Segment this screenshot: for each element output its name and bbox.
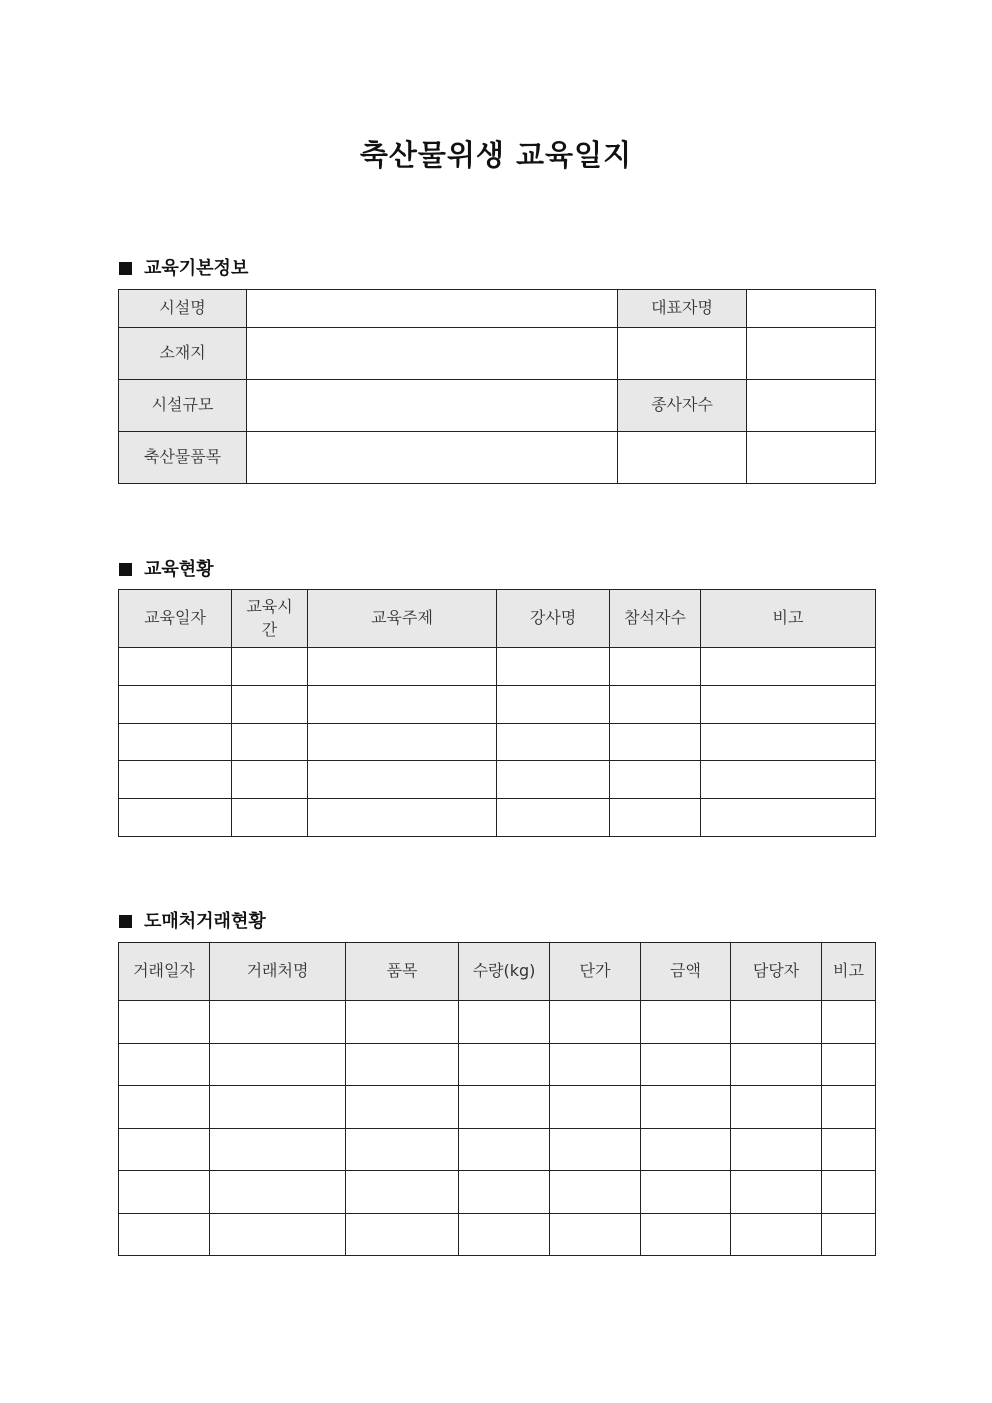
table-cell[interactable] (550, 1214, 641, 1256)
table-cell[interactable] (550, 1086, 641, 1129)
table-cell[interactable] (346, 1086, 459, 1129)
table-cell[interactable] (346, 1001, 459, 1044)
location-field[interactable] (247, 328, 618, 380)
table-cell[interactable] (119, 686, 232, 724)
trade-header-row (119, 943, 876, 1001)
table-cell[interactable] (459, 1214, 550, 1256)
table-cell[interactable] (641, 1086, 731, 1129)
table-cell[interactable] (119, 1129, 210, 1171)
col-header-unit-price: 단가 (550, 943, 641, 1001)
table-cell[interactable] (822, 1214, 876, 1256)
table-cell[interactable] (610, 799, 701, 837)
col-header-instructor: 강사명 (497, 590, 610, 648)
page-title: 축산물위생 교육일지 (359, 138, 633, 172)
square-bullet-icon (119, 262, 132, 275)
table-cell[interactable] (550, 1044, 641, 1086)
wholesale-trade-table (118, 942, 876, 1256)
table-cell[interactable] (119, 1044, 210, 1086)
label-facility-scale: 시설규모 (119, 380, 247, 432)
table-cell[interactable] (119, 724, 232, 761)
table-row (119, 1086, 876, 1129)
representative-field[interactable] (747, 290, 876, 328)
label-product-items: 축산물품목 (119, 432, 247, 484)
table-cell[interactable] (210, 1086, 346, 1129)
table-cell[interactable] (308, 724, 497, 761)
table-row (119, 1214, 876, 1256)
table-cell[interactable] (308, 799, 497, 837)
table-cell[interactable] (731, 1086, 822, 1129)
section-trade-title: 도매처거래현황 (144, 911, 266, 932)
table-cell[interactable] (497, 799, 610, 837)
table-cell[interactable] (459, 1129, 550, 1171)
blank-cell[interactable] (747, 328, 876, 380)
col-header-quantity: 수량(kg) (459, 943, 550, 1001)
table-cell[interactable] (459, 1001, 550, 1044)
table-cell[interactable] (731, 1171, 822, 1214)
blank-cell[interactable] (747, 432, 876, 484)
col-header-attendees: 참석자수 (610, 590, 701, 648)
table-cell[interactable] (641, 1001, 731, 1044)
table-cell[interactable] (119, 799, 232, 837)
section-basic-title: 교육기본정보 (144, 258, 249, 279)
blank-cell[interactable] (618, 432, 747, 484)
basic-info-table (118, 289, 876, 484)
label-employees: 종사자수 (618, 380, 747, 432)
table-cell[interactable] (210, 1129, 346, 1171)
col-header-edu-date: 교육일자 (119, 590, 232, 648)
table-cell[interactable] (210, 1214, 346, 1256)
table-cell[interactable] (210, 1171, 346, 1214)
col-header-notes: 비고 (822, 943, 876, 1001)
table-cell[interactable] (308, 761, 497, 799)
table-cell[interactable] (731, 1214, 822, 1256)
col-header-item: 품목 (346, 943, 459, 1001)
table-cell[interactable] (308, 686, 497, 724)
col-header-edu-topic: 교육주제 (308, 590, 497, 648)
table-cell[interactable] (610, 686, 701, 724)
table-cell[interactable] (346, 1044, 459, 1086)
table-cell[interactable] (701, 799, 876, 837)
table-cell[interactable] (232, 686, 308, 724)
basic-info-row (119, 380, 876, 432)
table-cell[interactable] (459, 1171, 550, 1214)
table-cell[interactable] (731, 1044, 822, 1086)
table-cell[interactable] (641, 1214, 731, 1256)
section-heading-education-status (119, 555, 214, 581)
facility-scale-field[interactable] (247, 380, 618, 432)
table-cell[interactable] (731, 1001, 822, 1044)
facility-name-field[interactable] (247, 290, 618, 328)
table-row (119, 1001, 876, 1044)
table-cell[interactable] (459, 1044, 550, 1086)
table-cell[interactable] (497, 724, 610, 761)
table-cell[interactable] (119, 761, 232, 799)
employees-field[interactable] (747, 380, 876, 432)
table-cell[interactable] (731, 1129, 822, 1171)
table-cell[interactable] (232, 648, 308, 686)
table-row (119, 1171, 876, 1214)
table-cell[interactable] (346, 1129, 459, 1171)
basic-info-row (119, 290, 876, 328)
label-location: 소재지 (119, 328, 247, 380)
table-cell[interactable] (119, 1214, 210, 1256)
col-header-trade-date: 거래일자 (119, 943, 210, 1001)
basic-info-row (119, 328, 876, 380)
table-cell[interactable] (701, 724, 876, 761)
table-cell[interactable] (232, 799, 308, 837)
table-cell[interactable] (641, 1044, 731, 1086)
table-cell[interactable] (550, 1171, 641, 1214)
col-header-client-name: 거래처명 (210, 943, 346, 1001)
table-cell[interactable] (822, 1129, 876, 1171)
label-facility-name: 시설명 (119, 290, 247, 328)
table-cell[interactable] (232, 761, 308, 799)
table-cell[interactable] (497, 648, 610, 686)
col-header-edu-time: 교육시간 (232, 590, 308, 648)
table-cell[interactable] (701, 761, 876, 799)
table-cell[interactable] (308, 648, 497, 686)
table-cell[interactable] (459, 1086, 550, 1129)
table-row (119, 1129, 876, 1171)
table-cell[interactable] (210, 1001, 346, 1044)
col-header-manager: 담당자 (731, 943, 822, 1001)
square-bullet-icon (119, 563, 132, 576)
table-row (119, 686, 876, 724)
table-cell[interactable] (497, 761, 610, 799)
table-cell[interactable] (610, 724, 701, 761)
table-row (119, 1044, 876, 1086)
table-cell[interactable] (232, 724, 308, 761)
table-row (119, 799, 876, 837)
table-cell[interactable] (822, 1086, 876, 1129)
table-cell[interactable] (822, 1171, 876, 1214)
education-status-table (118, 589, 876, 837)
education-header-row (119, 590, 876, 648)
table-cell[interactable] (822, 1044, 876, 1086)
table-cell[interactable] (550, 1129, 641, 1171)
table-cell[interactable] (610, 761, 701, 799)
col-header-notes: 비고 (701, 590, 876, 648)
product-items-field[interactable] (247, 432, 618, 484)
col-header-amount: 금액 (641, 943, 731, 1001)
blank-cell[interactable] (618, 328, 747, 380)
basic-info-row (119, 432, 876, 484)
table-cell[interactable] (119, 1086, 210, 1129)
section-status-title: 교육현황 (144, 559, 214, 580)
square-bullet-icon (119, 915, 132, 928)
table-cell[interactable] (641, 1171, 731, 1214)
table-cell[interactable] (210, 1044, 346, 1086)
table-cell[interactable] (346, 1171, 459, 1214)
section-heading-wholesale-trade (119, 907, 266, 933)
table-cell[interactable] (822, 1001, 876, 1044)
table-cell[interactable] (550, 1001, 641, 1044)
table-row (119, 648, 876, 686)
table-cell[interactable] (610, 648, 701, 686)
table-cell[interactable] (346, 1214, 459, 1256)
table-cell[interactable] (119, 1171, 210, 1214)
table-cell[interactable] (641, 1129, 731, 1171)
label-representative: 대표자명 (618, 290, 747, 328)
table-cell[interactable] (497, 686, 610, 724)
table-row (119, 761, 876, 799)
table-cell[interactable] (701, 648, 876, 686)
table-cell[interactable] (701, 686, 876, 724)
table-row (119, 724, 876, 761)
table-cell[interactable] (119, 1001, 210, 1044)
section-heading-basic-info (119, 254, 248, 280)
table-cell[interactable] (119, 648, 232, 686)
